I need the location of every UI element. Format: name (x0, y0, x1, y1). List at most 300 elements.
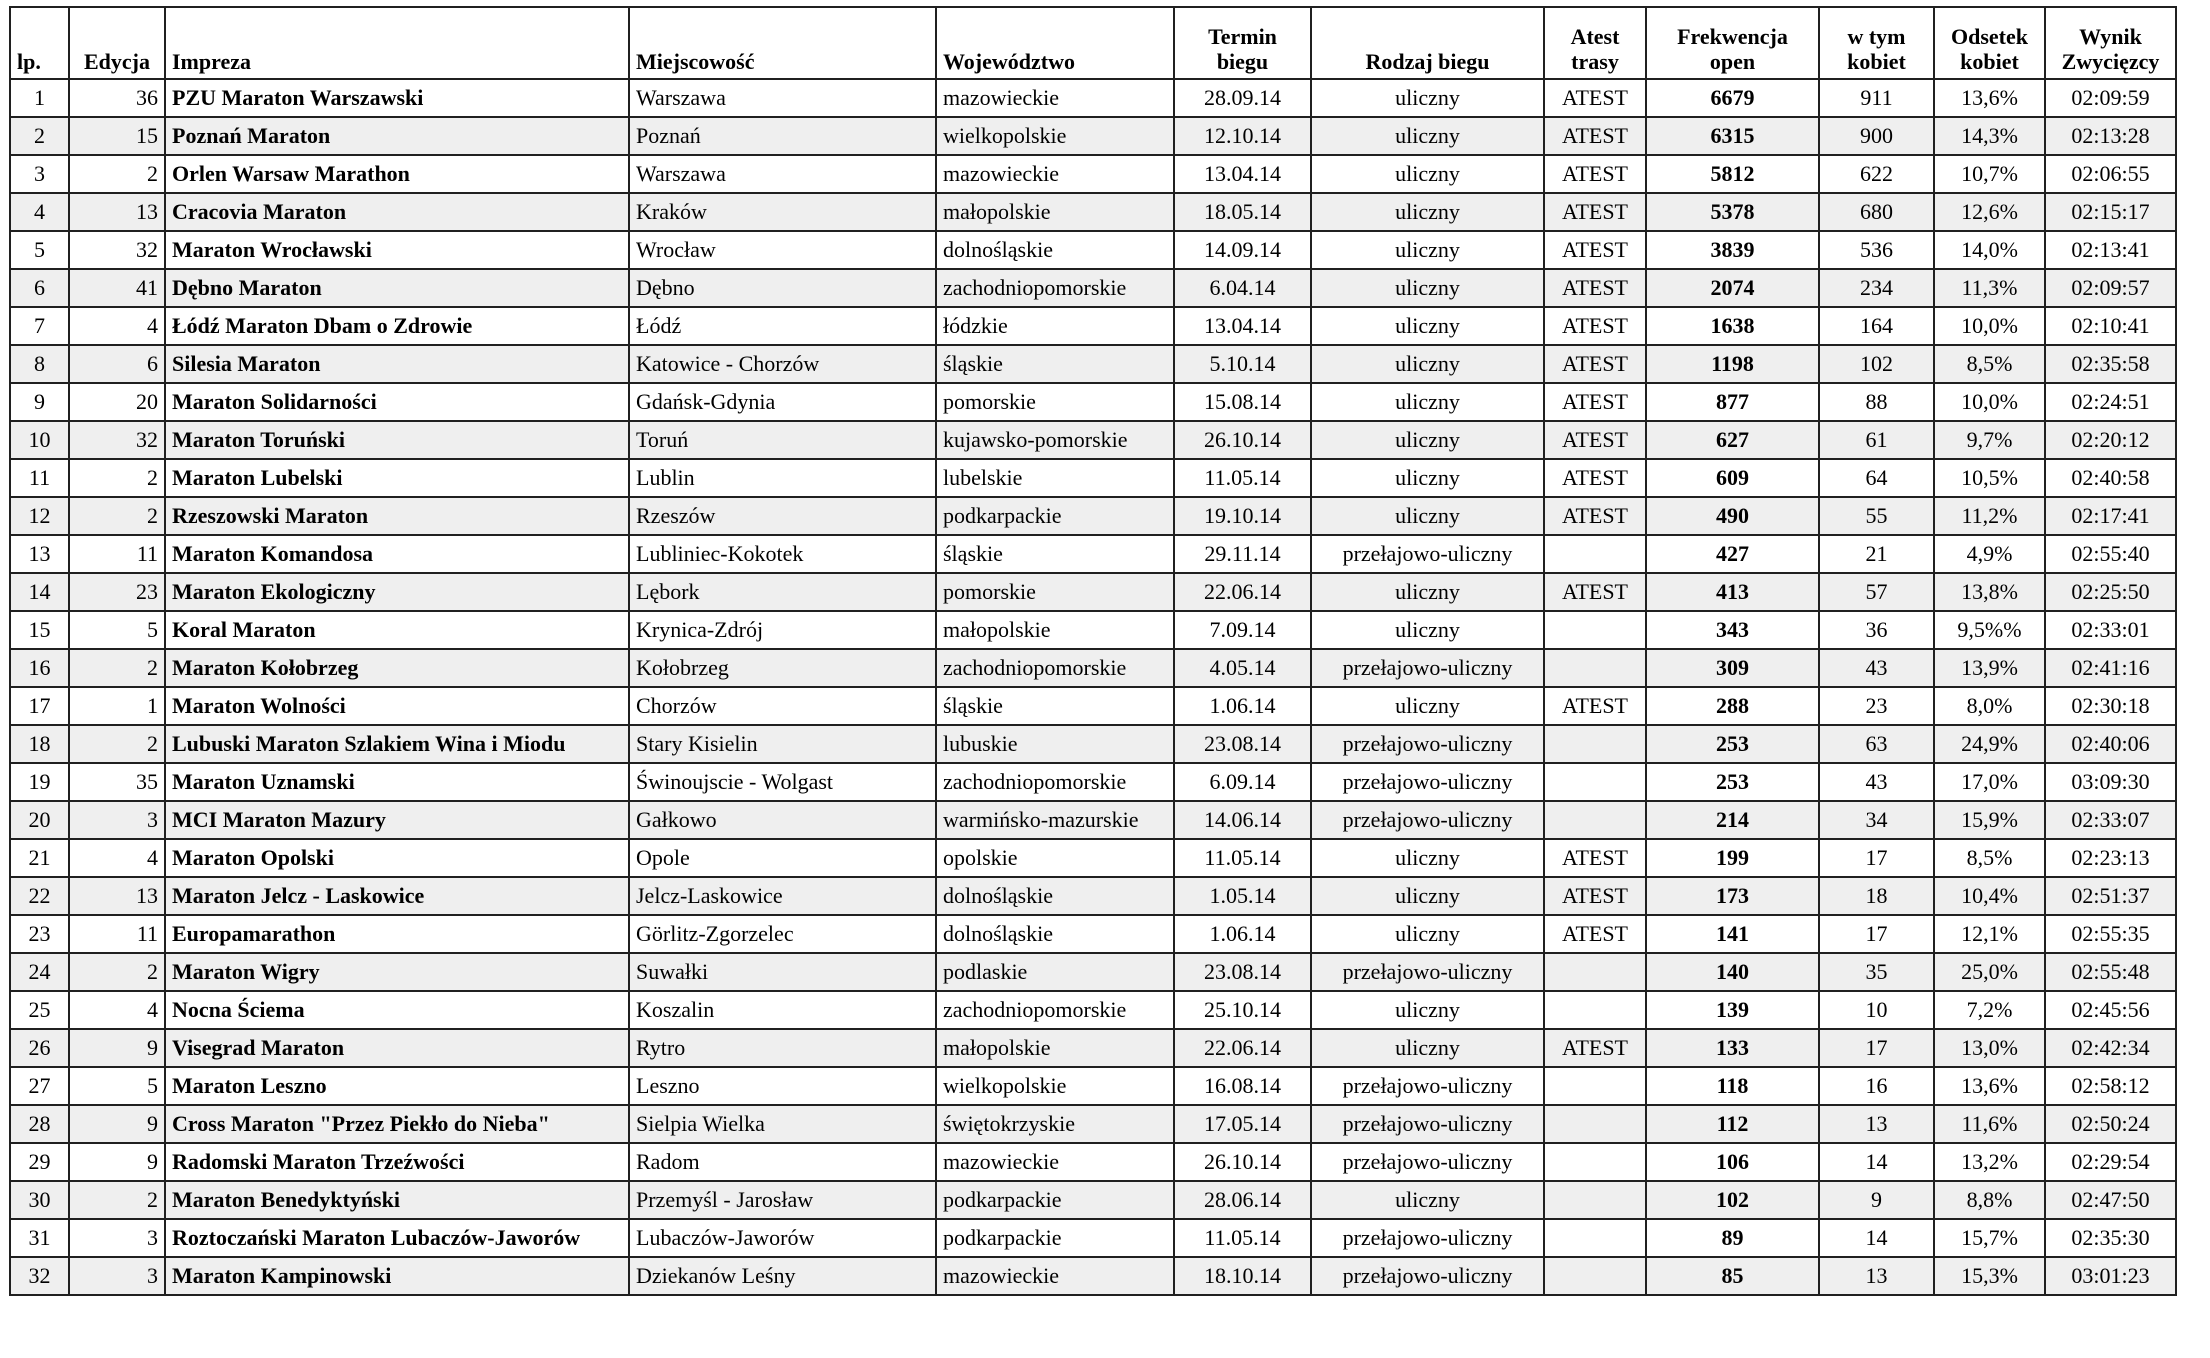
cell-atest: ATEST (1544, 345, 1646, 383)
cell-impreza: Maraton Wrocławski (165, 231, 629, 269)
cell-wojewodztwo: mazowieckie (936, 1143, 1174, 1181)
cell-w-tym-kobiet: 17 (1819, 1029, 1934, 1067)
cell-impreza: PZU Maraton Warszawski (165, 79, 629, 117)
cell-impreza: Maraton Leszno (165, 1067, 629, 1105)
cell-rodzaj: uliczny (1311, 345, 1544, 383)
cell-impreza: Orlen Warsaw Marathon (165, 155, 629, 193)
table-row (10, 573, 2176, 611)
cell-wojewodztwo: mazowieckie (936, 79, 1174, 117)
cell-wynik: 02:33:07 (2045, 801, 2176, 839)
cell-frekwencja: 118 (1646, 1067, 1819, 1105)
cell-atest (1544, 1181, 1646, 1219)
header-rodzaj: Rodzaj biegu (1311, 7, 1544, 79)
cell-w-tym-kobiet: 21 (1819, 535, 1934, 573)
cell-edycja: 13 (69, 877, 165, 915)
cell-impreza: Europamarathon (165, 915, 629, 953)
header-edycja: Edycja (69, 7, 165, 79)
cell-miejscowosc: Lębork (629, 573, 936, 611)
cell-edycja: 2 (69, 497, 165, 535)
cell-w-tym-kobiet: 13 (1819, 1105, 1934, 1143)
cell-impreza: Maraton Kołobrzeg (165, 649, 629, 687)
cell-w-tym-kobiet: 900 (1819, 117, 1934, 155)
table-row (10, 497, 2176, 535)
cell-frekwencja: 5378 (1646, 193, 1819, 231)
cell-edycja: 20 (69, 383, 165, 421)
cell-termin: 22.06.14 (1174, 1029, 1311, 1067)
header-w-tym-kobiet-line2: kobiet (1847, 49, 1906, 74)
cell-odsetek: 14,0% (1934, 231, 2045, 269)
cell-rodzaj: przełajowo-uliczny (1311, 1067, 1544, 1105)
cell-wojewodztwo: dolnośląskie (936, 877, 1174, 915)
cell-edycja: 4 (69, 307, 165, 345)
cell-miejscowosc: Görlitz-Zgorzelec (629, 915, 936, 953)
cell-atest (1544, 953, 1646, 991)
cell-wojewodztwo: podkarpackie (936, 1219, 1174, 1257)
cell-frekwencja: 214 (1646, 801, 1819, 839)
cell-odsetek: 9,7% (1934, 421, 2045, 459)
cell-impreza: Maraton Opolski (165, 839, 629, 877)
cell-impreza: Maraton Toruński (165, 421, 629, 459)
cell-frekwencja: 253 (1646, 763, 1819, 801)
cell-atest: ATEST (1544, 877, 1646, 915)
cell-lp: 16 (10, 649, 69, 687)
table-row (10, 649, 2176, 687)
marathon-table (9, 6, 2177, 1296)
cell-lp: 18 (10, 725, 69, 763)
cell-w-tym-kobiet: 18 (1819, 877, 1934, 915)
cell-wojewodztwo: dolnośląskie (936, 915, 1174, 953)
cell-wynik: 02:24:51 (2045, 383, 2176, 421)
cell-wynik: 02:15:17 (2045, 193, 2176, 231)
header-odsetek (1934, 7, 2045, 79)
cell-impreza: Koral Maraton (165, 611, 629, 649)
cell-frekwencja: 1198 (1646, 345, 1819, 383)
cell-miejscowosc: Dziekanów Leśny (629, 1257, 936, 1295)
header-w-tym-kobiet-line1: w tym (1847, 24, 1906, 49)
cell-miejscowosc: Dębno (629, 269, 936, 307)
cell-w-tym-kobiet: 64 (1819, 459, 1934, 497)
cell-impreza: MCI Maraton Mazury (165, 801, 629, 839)
cell-lp: 1 (10, 79, 69, 117)
cell-frekwencja: 89 (1646, 1219, 1819, 1257)
cell-wojewodztwo: zachodniopomorskie (936, 269, 1174, 307)
cell-w-tym-kobiet: 43 (1819, 649, 1934, 687)
cell-lp: 20 (10, 801, 69, 839)
cell-wynik: 02:55:48 (2045, 953, 2176, 991)
cell-miejscowosc: Rytro (629, 1029, 936, 1067)
cell-wojewodztwo: zachodniopomorskie (936, 763, 1174, 801)
cell-edycja: 4 (69, 991, 165, 1029)
cell-termin: 22.06.14 (1174, 573, 1311, 611)
header-w-tym-kobiet (1819, 7, 1934, 79)
cell-frekwencja: 139 (1646, 991, 1819, 1029)
cell-edycja: 3 (69, 1257, 165, 1295)
cell-lp: 5 (10, 231, 69, 269)
cell-odsetek: 10,7% (1934, 155, 2045, 193)
cell-odsetek: 11,3% (1934, 269, 2045, 307)
cell-w-tym-kobiet: 34 (1819, 801, 1934, 839)
cell-w-tym-kobiet: 10 (1819, 991, 1934, 1029)
cell-wojewodztwo: śląskie (936, 345, 1174, 383)
cell-lp: 28 (10, 1105, 69, 1143)
cell-rodzaj: uliczny (1311, 497, 1544, 535)
table-row (10, 1143, 2176, 1181)
cell-atest: ATEST (1544, 383, 1646, 421)
cell-frekwencja: 199 (1646, 839, 1819, 877)
cell-edycja: 41 (69, 269, 165, 307)
cell-miejscowosc: Suwałki (629, 953, 936, 991)
cell-impreza: Silesia Maraton (165, 345, 629, 383)
cell-frekwencja: 1638 (1646, 307, 1819, 345)
cell-rodzaj: uliczny (1311, 573, 1544, 611)
cell-wojewodztwo: pomorskie (936, 573, 1174, 611)
cell-atest: ATEST (1544, 839, 1646, 877)
cell-termin: 26.10.14 (1174, 1143, 1311, 1181)
cell-frekwencja: 253 (1646, 725, 1819, 763)
cell-termin: 11.05.14 (1174, 1219, 1311, 1257)
cell-w-tym-kobiet: 35 (1819, 953, 1934, 991)
cell-w-tym-kobiet: 911 (1819, 79, 1934, 117)
cell-wojewodztwo: warmińsko-mazurskie (936, 801, 1174, 839)
cell-rodzaj: przełajowo-uliczny (1311, 1105, 1544, 1143)
cell-wojewodztwo: wielkopolskie (936, 117, 1174, 155)
cell-edycja: 9 (69, 1143, 165, 1181)
cell-wynik: 02:42:34 (2045, 1029, 2176, 1067)
cell-edycja: 32 (69, 231, 165, 269)
cell-odsetek: 12,6% (1934, 193, 2045, 231)
cell-odsetek: 14,3% (1934, 117, 2045, 155)
header-atest (1544, 7, 1646, 79)
cell-rodzaj: uliczny (1311, 687, 1544, 725)
cell-frekwencja: 309 (1646, 649, 1819, 687)
cell-termin: 5.10.14 (1174, 345, 1311, 383)
cell-atest: ATEST (1544, 459, 1646, 497)
cell-odsetek: 13,0% (1934, 1029, 2045, 1067)
cell-odsetek: 13,2% (1934, 1143, 2045, 1181)
cell-odsetek: 13,9% (1934, 649, 2045, 687)
cell-rodzaj: uliczny (1311, 307, 1544, 345)
cell-miejscowosc: Chorzów (629, 687, 936, 725)
cell-wynik: 02:40:58 (2045, 459, 2176, 497)
cell-rodzaj: przełajowo-uliczny (1311, 649, 1544, 687)
table-row (10, 117, 2176, 155)
cell-termin: 19.10.14 (1174, 497, 1311, 535)
cell-lp: 14 (10, 573, 69, 611)
cell-atest (1544, 1257, 1646, 1295)
cell-wynik: 02:40:06 (2045, 725, 2176, 763)
cell-lp: 8 (10, 345, 69, 383)
table-row (10, 1067, 2176, 1105)
cell-termin: 12.10.14 (1174, 117, 1311, 155)
cell-edycja: 15 (69, 117, 165, 155)
cell-odsetek: 11,2% (1934, 497, 2045, 535)
cell-wynik: 02:35:30 (2045, 1219, 2176, 1257)
cell-w-tym-kobiet: 61 (1819, 421, 1934, 459)
cell-w-tym-kobiet: 36 (1819, 611, 1934, 649)
cell-atest: ATEST (1544, 687, 1646, 725)
cell-atest: ATEST (1544, 421, 1646, 459)
header-wynik (2045, 7, 2176, 79)
header-wynik-line2: Zwycięzcy (2061, 49, 2160, 74)
cell-frekwencja: 6679 (1646, 79, 1819, 117)
cell-atest: ATEST (1544, 231, 1646, 269)
cell-atest (1544, 649, 1646, 687)
cell-miejscowosc: Opole (629, 839, 936, 877)
cell-rodzaj: przełajowo-uliczny (1311, 801, 1544, 839)
cell-impreza: Nocna Ściema (165, 991, 629, 1029)
cell-wynik: 02:23:13 (2045, 839, 2176, 877)
cell-wojewodztwo: zachodniopomorskie (936, 649, 1174, 687)
cell-wojewodztwo: opolskie (936, 839, 1174, 877)
cell-w-tym-kobiet: 622 (1819, 155, 1934, 193)
table-row (10, 79, 2176, 117)
cell-wynik: 02:33:01 (2045, 611, 2176, 649)
cell-atest: ATEST (1544, 269, 1646, 307)
header-termin (1174, 7, 1311, 79)
cell-miejscowosc: Warszawa (629, 155, 936, 193)
cell-rodzaj: uliczny (1311, 231, 1544, 269)
cell-edycja: 2 (69, 725, 165, 763)
cell-odsetek: 15,9% (1934, 801, 2045, 839)
cell-impreza: Lubuski Maraton Szlakiem Wina i Miodu (165, 725, 629, 763)
cell-rodzaj: przełajowo-uliczny (1311, 1143, 1544, 1181)
cell-frekwencja: 490 (1646, 497, 1819, 535)
cell-impreza: Łódź Maraton Dbam o Zdrowie (165, 307, 629, 345)
cell-edycja: 1 (69, 687, 165, 725)
cell-atest (1544, 535, 1646, 573)
cell-wynik: 02:09:59 (2045, 79, 2176, 117)
table-row (10, 1181, 2176, 1219)
cell-lp: 13 (10, 535, 69, 573)
cell-edycja: 36 (69, 79, 165, 117)
cell-rodzaj: uliczny (1311, 1181, 1544, 1219)
cell-frekwencja: 6315 (1646, 117, 1819, 155)
cell-wynik: 02:10:41 (2045, 307, 2176, 345)
cell-wojewodztwo: małopolskie (936, 1029, 1174, 1067)
cell-frekwencja: 413 (1646, 573, 1819, 611)
table-row (10, 687, 2176, 725)
cell-odsetek: 7,2% (1934, 991, 2045, 1029)
cell-edycja: 5 (69, 611, 165, 649)
cell-frekwencja: 427 (1646, 535, 1819, 573)
cell-impreza: Maraton Lubelski (165, 459, 629, 497)
cell-edycja: 9 (69, 1105, 165, 1143)
cell-atest: ATEST (1544, 915, 1646, 953)
cell-wojewodztwo: małopolskie (936, 611, 1174, 649)
cell-edycja: 2 (69, 1181, 165, 1219)
table-row (10, 1219, 2176, 1257)
cell-miejscowosc: Łódź (629, 307, 936, 345)
cell-impreza: Maraton Solidarności (165, 383, 629, 421)
cell-rodzaj: przełajowo-uliczny (1311, 1219, 1544, 1257)
cell-rodzaj: uliczny (1311, 79, 1544, 117)
cell-miejscowosc: Warszawa (629, 79, 936, 117)
cell-rodzaj: przełajowo-uliczny (1311, 953, 1544, 991)
cell-impreza: Poznań Maraton (165, 117, 629, 155)
cell-termin: 1.05.14 (1174, 877, 1311, 915)
cell-edycja: 3 (69, 1219, 165, 1257)
cell-miejscowosc: Kraków (629, 193, 936, 231)
cell-wynik: 03:01:23 (2045, 1257, 2176, 1295)
cell-w-tym-kobiet: 9 (1819, 1181, 1934, 1219)
cell-wojewodztwo: śląskie (936, 687, 1174, 725)
cell-wojewodztwo: świętokrzyskie (936, 1105, 1174, 1143)
header-frekwencja (1646, 7, 1819, 79)
cell-wojewodztwo: podkarpackie (936, 497, 1174, 535)
cell-wynik: 02:25:50 (2045, 573, 2176, 611)
cell-frekwencja: 609 (1646, 459, 1819, 497)
cell-edycja: 3 (69, 801, 165, 839)
cell-wynik: 02:17:41 (2045, 497, 2176, 535)
cell-edycja: 9 (69, 1029, 165, 1067)
cell-odsetek: 15,7% (1934, 1219, 2045, 1257)
cell-edycja: 11 (69, 535, 165, 573)
cell-edycja: 6 (69, 345, 165, 383)
cell-termin: 26.10.14 (1174, 421, 1311, 459)
cell-odsetek: 8,5% (1934, 345, 2045, 383)
cell-termin: 11.05.14 (1174, 459, 1311, 497)
cell-miejscowosc: Przemyśl - Jarosław (629, 1181, 936, 1219)
cell-lp: 11 (10, 459, 69, 497)
cell-termin: 14.09.14 (1174, 231, 1311, 269)
table-row (10, 1029, 2176, 1067)
cell-impreza: Maraton Benedyktyński (165, 1181, 629, 1219)
cell-wojewodztwo: lubelskie (936, 459, 1174, 497)
cell-frekwencja: 2074 (1646, 269, 1819, 307)
cell-miejscowosc: Jelcz-Laskowice (629, 877, 936, 915)
cell-rodzaj: przełajowo-uliczny (1311, 535, 1544, 573)
cell-termin: 29.11.14 (1174, 535, 1311, 573)
cell-atest (1544, 1105, 1646, 1143)
cell-w-tym-kobiet: 14 (1819, 1219, 1934, 1257)
cell-termin: 28.06.14 (1174, 1181, 1311, 1219)
cell-rodzaj: uliczny (1311, 269, 1544, 307)
cell-wojewodztwo: podlaskie (936, 953, 1174, 991)
cell-w-tym-kobiet: 17 (1819, 839, 1934, 877)
cell-wynik: 02:35:58 (2045, 345, 2176, 383)
cell-lp: 32 (10, 1257, 69, 1295)
cell-impreza: Maraton Kampinowski (165, 1257, 629, 1295)
cell-edycja: 32 (69, 421, 165, 459)
cell-w-tym-kobiet: 164 (1819, 307, 1934, 345)
cell-wojewodztwo: kujawsko-pomorskie (936, 421, 1174, 459)
table-row (10, 307, 2176, 345)
cell-termin: 1.06.14 (1174, 915, 1311, 953)
table-row (10, 421, 2176, 459)
cell-miejscowosc: Sielpia Wielka (629, 1105, 936, 1143)
cell-rodzaj: uliczny (1311, 155, 1544, 193)
cell-wynik: 02:13:28 (2045, 117, 2176, 155)
cell-frekwencja: 85 (1646, 1257, 1819, 1295)
cell-wojewodztwo: małopolskie (936, 193, 1174, 231)
table-row (10, 915, 2176, 953)
cell-w-tym-kobiet: 43 (1819, 763, 1934, 801)
cell-lp: 21 (10, 839, 69, 877)
cell-rodzaj: uliczny (1311, 421, 1544, 459)
cell-miejscowosc: Krynica-Zdrój (629, 611, 936, 649)
cell-termin: 18.10.14 (1174, 1257, 1311, 1295)
cell-w-tym-kobiet: 23 (1819, 687, 1934, 725)
cell-impreza: Maraton Wigry (165, 953, 629, 991)
cell-termin: 13.04.14 (1174, 155, 1311, 193)
cell-frekwencja: 5812 (1646, 155, 1819, 193)
cell-lp: 6 (10, 269, 69, 307)
cell-edycja: 35 (69, 763, 165, 801)
cell-lp: 31 (10, 1219, 69, 1257)
cell-rodzaj: uliczny (1311, 877, 1544, 915)
cell-miejscowosc: Kołobrzeg (629, 649, 936, 687)
cell-wynik: 02:47:50 (2045, 1181, 2176, 1219)
cell-impreza: Maraton Ekologiczny (165, 573, 629, 611)
cell-lp: 3 (10, 155, 69, 193)
cell-miejscowosc: Gałkowo (629, 801, 936, 839)
cell-rodzaj: przełajowo-uliczny (1311, 1257, 1544, 1295)
table-row (10, 839, 2176, 877)
cell-atest (1544, 991, 1646, 1029)
cell-w-tym-kobiet: 234 (1819, 269, 1934, 307)
cell-rodzaj: uliczny (1311, 991, 1544, 1029)
cell-odsetek: 8,8% (1934, 1181, 2045, 1219)
cell-wynik: 03:09:30 (2045, 763, 2176, 801)
cell-frekwencja: 627 (1646, 421, 1819, 459)
cell-atest (1544, 1067, 1646, 1105)
cell-atest: ATEST (1544, 497, 1646, 535)
cell-lp: 27 (10, 1067, 69, 1105)
cell-edycja: 2 (69, 953, 165, 991)
cell-odsetek: 13,6% (1934, 1067, 2045, 1105)
header-atest-line2: trasy (1571, 49, 1619, 74)
cell-wojewodztwo: łódzkie (936, 307, 1174, 345)
table-row (10, 345, 2176, 383)
cell-impreza: Cross Maraton "Przez Piekło do Nieba" (165, 1105, 629, 1143)
cell-wojewodztwo: lubuskie (936, 725, 1174, 763)
cell-miejscowosc: Leszno (629, 1067, 936, 1105)
header-frekwencja-line2: open (1709, 49, 1756, 74)
cell-atest: ATEST (1544, 79, 1646, 117)
cell-frekwencja: 102 (1646, 1181, 1819, 1219)
cell-lp: 15 (10, 611, 69, 649)
cell-lp: 2 (10, 117, 69, 155)
marathon-table-container (9, 6, 2177, 1296)
cell-w-tym-kobiet: 536 (1819, 231, 1934, 269)
header-odsetek-line1: Odsetek (1951, 24, 2028, 49)
cell-frekwencja: 173 (1646, 877, 1819, 915)
cell-frekwencja: 288 (1646, 687, 1819, 725)
table-row (10, 953, 2176, 991)
cell-w-tym-kobiet: 63 (1819, 725, 1934, 763)
cell-lp: 10 (10, 421, 69, 459)
cell-lp: 17 (10, 687, 69, 725)
cell-lp: 29 (10, 1143, 69, 1181)
cell-odsetek: 10,4% (1934, 877, 2045, 915)
cell-rodzaj: uliczny (1311, 117, 1544, 155)
cell-atest: ATEST (1544, 117, 1646, 155)
cell-frekwencja: 343 (1646, 611, 1819, 649)
table-row (10, 193, 2176, 231)
cell-impreza: Cracovia Maraton (165, 193, 629, 231)
table-row (10, 763, 2176, 801)
cell-odsetek: 15,3% (1934, 1257, 2045, 1295)
cell-lp: 30 (10, 1181, 69, 1219)
cell-wojewodztwo: pomorskie (936, 383, 1174, 421)
table-row (10, 535, 2176, 573)
cell-edycja: 4 (69, 839, 165, 877)
cell-rodzaj: uliczny (1311, 1029, 1544, 1067)
cell-odsetek: 10,0% (1934, 383, 2045, 421)
cell-miejscowosc: Katowice - Chorzów (629, 345, 936, 383)
cell-atest (1544, 763, 1646, 801)
header-frekwencja-line1: Frekwencja (1677, 24, 1788, 49)
